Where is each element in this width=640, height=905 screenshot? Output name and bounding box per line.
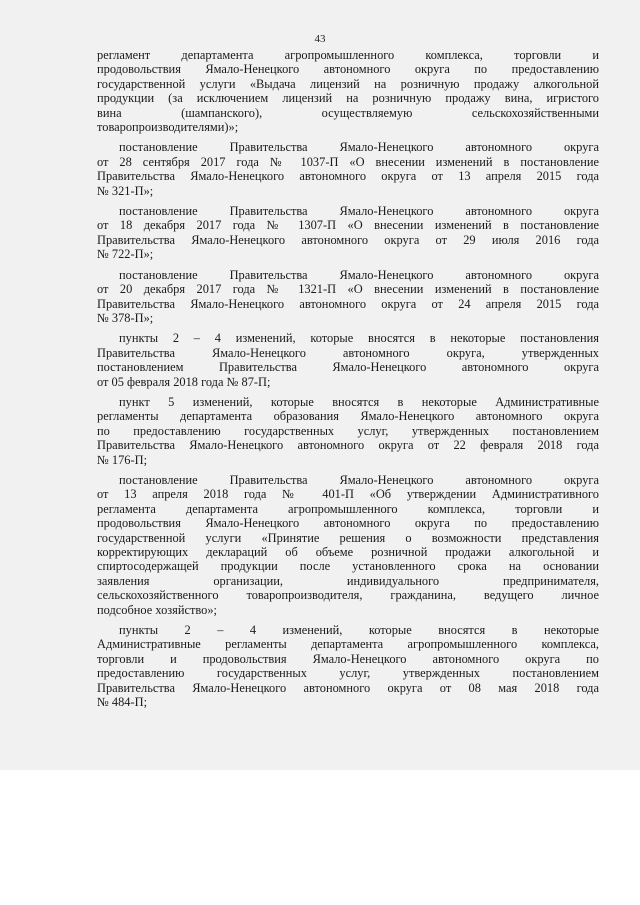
text-line: Правительства Ямало-Ненецкого автономного округа от 24 апреля 2015 года	[97, 296, 599, 311]
text-line: № 321-П»;	[97, 183, 154, 198]
text-line: № 484-П;	[97, 695, 148, 710]
document-body	[97, 48, 599, 715]
text-line: постановление Правительства Ямало-Ненецкого автономного округа	[119, 267, 599, 282]
text-line: от 28 сентября 2017 года № 1037-П «О внесении изменений в постановление	[97, 154, 599, 169]
text-line: предоставлению государственных услуг, утвержденных постановлением	[97, 666, 599, 681]
paragraph	[97, 140, 599, 198]
text-line: регламенты департамента образования Ямало-Ненецкого автономного округа	[97, 409, 599, 424]
text-line: государственной услуги «Принятие решения о возможности представления	[97, 530, 599, 545]
paragraph	[97, 473, 599, 617]
text-line: постановление Правительства Ямало-Ненецкого автономного округа	[119, 140, 599, 155]
text-line: Правительства Ямало-Ненецкого автономного округа от 29 июля 2016 года	[97, 232, 599, 247]
paragraph	[97, 48, 599, 134]
text-line: пункты 2 – 4 изменений, которые вносятся в некоторые постановления	[119, 331, 599, 346]
text-line: корректирующих деклараций об объеме розничной продажи алкогольной и	[97, 545, 599, 559]
text-line: Правительства Ямало-Ненецкого автономного округа, утвержденных	[97, 345, 599, 360]
text-line: Административные регламенты департамента агропромышленного комплекса,	[97, 637, 599, 652]
text-line: пункты 2 – 4 изменений, которые вносятся в некоторые	[119, 623, 599, 638]
paragraph	[97, 623, 599, 709]
text-line: регламент департамента агропромышленного комплекса, торговли и	[97, 48, 599, 62]
text-line: № 722-П»;	[97, 247, 154, 262]
text-line: торговли и продовольствия Ямало-Ненецкого автономного округа по	[97, 651, 599, 666]
text-line: № 176-П;	[97, 452, 148, 467]
text-line: постановление Правительства Ямало-Ненецкого автономного округа	[119, 204, 599, 219]
text-line: продовольствия Ямало-Ненецкого автономного округа по предоставлению	[97, 516, 599, 531]
text-line: постановлением Правительства Ямало-Ненецкого автономного округа	[97, 360, 599, 375]
text-line: постановление Правительства Ямало-Ненецкого автономного округа	[119, 472, 599, 487]
paragraph	[97, 204, 599, 262]
text-line: вина (шампанского), осуществляемую сельскохозяйственными	[97, 105, 599, 120]
text-line: регламента департамента агропромышленного комплекса, торговли и	[97, 501, 599, 516]
text-line: пункт 5 изменений, которые вносятся в некоторые Административные	[119, 394, 599, 409]
text-line: от 18 декабря 2017 года № 1307-П «О внесении изменений в постановление	[97, 218, 599, 233]
paragraph	[97, 395, 599, 467]
text-line: заявления организации, индивидуального предпринимателя,	[97, 573, 599, 588]
paragraph	[97, 331, 599, 389]
text-line: подсобное хозяйство»;	[97, 602, 218, 617]
text-line: по предоставлению государственных услуг, утвержденных постановлением	[97, 423, 599, 438]
text-line: Правительства Ямало-Ненецкого автономного округа от 13 апреля 2015 года	[97, 169, 599, 184]
text-line: государственной услуги «Выдача лицензий на розничную продажу алкогольной	[97, 76, 599, 91]
paragraph	[97, 268, 599, 326]
text-line: № 378-П»;	[97, 310, 154, 325]
text-line: продовольствия Ямало-Ненецкого автономного округа по предоставлению	[97, 62, 599, 77]
text-line: сельскохозяйственного товаропроизводителя, гражданина, ведущего личное	[97, 588, 599, 603]
text-line: продукции (за исключением лицензий на розничную продажу вина, игристого	[97, 91, 599, 106]
text-line: товаропроизводителями)»;	[97, 120, 239, 135]
page-number: 43	[314, 33, 326, 45]
text-line: от 13 апреля 2018 года № 401-П «Об утверждении Административного	[97, 487, 599, 502]
text-line: от 20 декабря 2017 года № 1321-П «О внесении изменений в постановление	[97, 282, 599, 297]
text-line: Правительства Ямало-Ненецкого автономного округа от 22 февраля 2018 года	[97, 438, 599, 453]
text-line: спиртосодержащей продукции после установленного срока на основании	[97, 559, 599, 574]
text-line: Правительства Ямало-Ненецкого автономного округа от 08 мая 2018 года	[97, 680, 599, 695]
text-line: от 05 февраля 2018 года № 87-П;	[97, 374, 271, 389]
